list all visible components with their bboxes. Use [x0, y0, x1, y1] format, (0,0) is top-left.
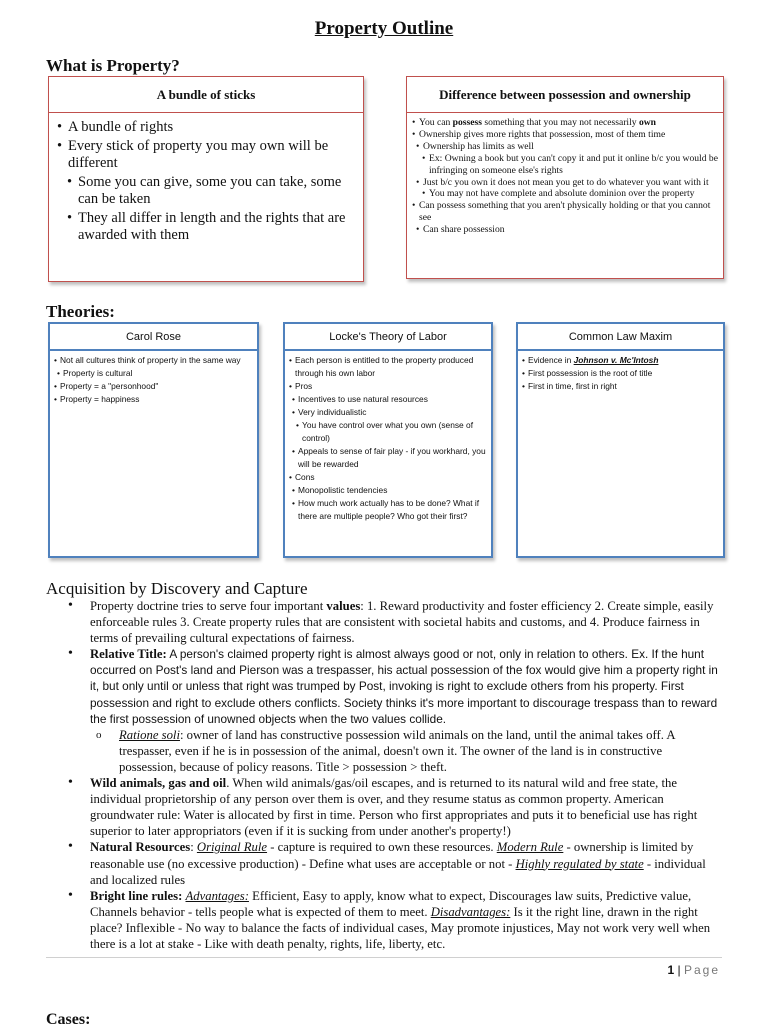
- list-item: • Property = a "personhood": [54, 380, 254, 393]
- list-item: • Property = happiness: [54, 393, 254, 406]
- original-rule-term: Original Rule: [196, 840, 268, 855]
- list-item: • Just b/c you own it does not mean you get to do whatever you want with it: [416, 177, 719, 189]
- text-run: Efficient, Easy to apply, know what to expect, Discourages law suits, Predictive value, Channels behavior - tells people what is expected of them to meet.: [90, 888, 692, 919]
- list-item: [412, 117, 719, 129]
- ratione-soli-term: Ratione soli: [119, 727, 180, 742]
- locke-theory-header: Locke's Theory of Labor: [285, 324, 491, 351]
- list-item: • Ownership has limits as well: [416, 141, 719, 153]
- list-item: • Ex: Owning a book but you can't copy it and put it online b/c you would be infringing on someone else's rights: [422, 153, 719, 177]
- list-item: • How much work actually has to be done? What if there are multiple people? Who got their first?: [292, 497, 488, 523]
- section-heading-theories: Theories:: [46, 302, 115, 321]
- page-footer: [667, 963, 720, 977]
- list-item: • You have control over what you own (sense of control): [296, 419, 488, 445]
- list-item: • Cons: [289, 471, 488, 484]
- bold-values: values: [326, 599, 361, 613]
- highly-regulated-term: Highly regulated by state: [515, 856, 644, 871]
- list-item: • Can possess something that you aren't physically holding or that you cannot see: [412, 200, 719, 224]
- common-law-maxim-box: [516, 322, 725, 558]
- bold-possess: possess: [452, 117, 482, 128]
- locke-theory-box: [283, 322, 493, 558]
- bundle-of-sticks-header: A bundle of sticks: [49, 77, 363, 113]
- list-item: • Very individualistic: [292, 406, 488, 419]
- bold-wild-animals: Wild animals, gas and oil: [90, 776, 227, 791]
- list-item: • Not all cultures think of property in the same way: [54, 354, 254, 367]
- text-run: : owner of land has constructive possession wild animals on the land, until the animal takes off. A trespasser, even if he is in possession of the animal, doesn't own it. The owner of the land is in constructive possession, because of policy reasons. Title > possession > theft.: [119, 727, 675, 774]
- common-law-maxim-header: Common Law Maxim: [518, 324, 723, 351]
- footer-separator: |: [674, 963, 684, 977]
- bold-natural-resources: Natural Resources: [90, 840, 191, 855]
- list-item: • Incentives to use natural resources: [292, 393, 488, 406]
- page-label: Page: [683, 963, 720, 977]
- list-item: • You may not have complete and absolute dominion over the property: [422, 188, 719, 200]
- list-item: • Every stick of property you may own will be different: [57, 138, 363, 172]
- list-item: [66, 598, 718, 646]
- section-heading-what-is-property: What is Property?: [46, 56, 180, 75]
- text-run: You can: [419, 117, 453, 128]
- acquisition-list: [66, 598, 718, 952]
- carol-rose-box: [48, 322, 259, 558]
- list-item: • Ownership gives more rights that possession, most of them time: [412, 129, 719, 141]
- list-item: [66, 888, 718, 952]
- text-run: - individual and localized rules: [90, 856, 706, 887]
- text-run: - ownership is limited by reasonable use (no excessive production) - Define what uses are acceptable or not -: [90, 840, 694, 871]
- list-item: [66, 839, 718, 887]
- list-item: • First in time, first in right: [522, 380, 720, 393]
- page-title: Property Outline: [314, 18, 454, 39]
- list-item: • Can share possession: [416, 224, 719, 236]
- list-item: [522, 354, 720, 367]
- disadvantages-term: Disadvantages:: [430, 904, 511, 919]
- list-item: • Pros: [289, 380, 488, 393]
- list-item: • Property is cultural: [57, 367, 254, 380]
- text-run: : 1. Reward productivity and foster efficiency 2. Create simple, easily enforceable rules 3. Create property rules that are consistent with societal habits and customs, and 4. Produce fairness in terms of prevailing cultural expectations of fairness.: [90, 599, 714, 646]
- text-run: Property doctrine tries to serve four important: [90, 599, 327, 613]
- possession-ownership-box: [406, 76, 724, 279]
- footer-divider: [46, 957, 722, 958]
- list-item: • Some you can give, some you can take, some can be taken: [67, 174, 363, 208]
- list-item: [66, 775, 718, 839]
- list-item: • A bundle of rights: [57, 119, 363, 136]
- text-run: . When wild animals/gas/oil escapes, and is returned to its natural wild and free state, the individual proprietorship of any person over them is over, and they resume status as common property. American groundwater rule: Water is allocated by first in time. Person who first appropriates and puts it to beneficial use has right superior to later appropriators (even if it is sucking from under another's property!): [90, 776, 698, 839]
- list-item: • Each person is entitled to the property produced through his own labor: [289, 354, 488, 380]
- page-number: 1: [667, 963, 675, 977]
- list-item: [66, 727, 718, 775]
- bold-own: own: [638, 117, 656, 128]
- list-item: • They all differ in length and the rights that are awarded with them: [67, 210, 363, 244]
- section-heading-cases: Cases:: [46, 1011, 91, 1028]
- text-run: - capture is required to own these resources.: [267, 840, 497, 855]
- carol-rose-header: Carol Rose: [50, 324, 257, 351]
- text-run: Evidence in: [528, 355, 574, 365]
- text-run: Is it the right line, drawn in the right place? Inflexible - No way to balance the facts of individual cases, May promote injustices, May not work very well when there is a lot at stake - Like with death penalty, rights, life, liberty, etc.: [90, 904, 711, 951]
- case-name: Johnson v. Mc'Intosh: [573, 355, 659, 365]
- section-heading-acquisition: Acquisition by Discovery and Capture: [46, 579, 308, 598]
- bold-bright-line: Bright line rules:: [90, 888, 183, 903]
- text-run: something that you may not necessarily: [482, 117, 639, 128]
- list-item: • Monopolistic tendencies: [292, 484, 488, 497]
- list-item: • First possession is the root of title: [522, 367, 720, 380]
- text-run: :: [190, 840, 197, 855]
- bundle-of-sticks-box: [48, 76, 364, 282]
- list-item: • Appeals to sense of fair play - if you workhard, you will be rewarded: [292, 445, 488, 471]
- possession-ownership-header: Difference between possession and ownership: [407, 77, 723, 113]
- list-item: [66, 646, 718, 726]
- advantages-term: Advantages:: [185, 888, 249, 903]
- text-run: A person's claimed property right is almost always good or not, only in relation to others. Ex. If the hunt occurred on Post's land and Pierson was a trespasser, his actual possession of the fox would give him a property right in it, but only until or unless that right was trumped by Post, invoking is right to exclude others from his property. First possession and right to exclude others conflicts. Society thinks it's more important to discourage trespass than to reward the first possession of unowned objects when the two values collide.: [90, 647, 718, 726]
- bold-relative-title: Relative Title:: [90, 647, 167, 662]
- modern-rule-term: Modern Rule: [496, 840, 564, 855]
